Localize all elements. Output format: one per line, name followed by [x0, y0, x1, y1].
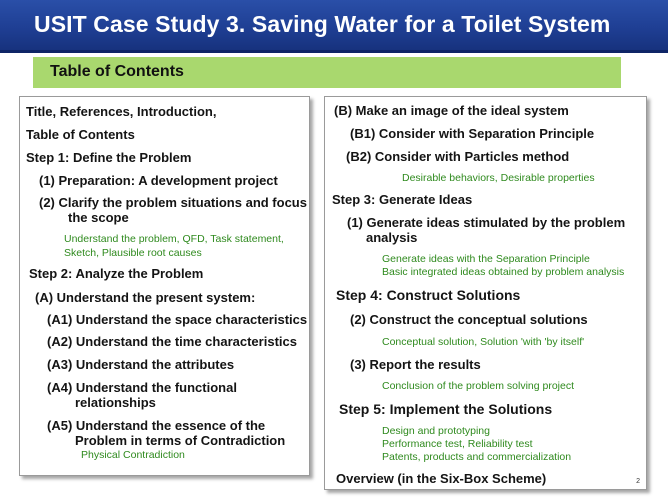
toc-entry: Overview (in the Six-Box Scheme): [336, 471, 547, 486]
slide-title: USIT Case Study 3. Saving Water for a Toilet System: [34, 11, 611, 37]
toc-detail: Patents, products and commercialization: [382, 451, 572, 463]
toc-entry: (3) Report the results: [350, 357, 481, 372]
toc-detail: Basic integrated ideas obtained by problem analysis: [382, 266, 625, 278]
toc-detail: Generate ideas with the Separation Principle: [382, 253, 590, 265]
title-bar: [0, 0, 668, 53]
toc-entry: (2) Clarify the problem situations and focus: [39, 195, 307, 210]
toc-step-heading: Step 2: Analyze the Problem: [29, 266, 204, 281]
toc-entry: Table of Contents: [26, 127, 135, 142]
toc-detail: Sketch, Plausible root causes: [64, 247, 202, 259]
toc-entry: (A4) Understand the functional: [47, 380, 237, 395]
toc-step-heading: Step 5: Implement the Solutions: [339, 401, 553, 417]
toc-detail: Physical Contradiction: [81, 449, 185, 461]
toc-entry: (A5) Understand the essence of the: [47, 418, 266, 433]
toc-entry: (1) Generate ideas stimulated by the problem: [347, 215, 626, 230]
toc-entry-continued: Problem in terms of Contradiction: [75, 433, 286, 448]
toc-detail: Desirable behaviors, Desirable properties: [402, 172, 595, 184]
toc-detail: Conceptual solution, Solution 'with 'by itself': [382, 336, 585, 348]
toc-detail: Design and prototyping: [382, 425, 490, 437]
toc-entry: (B2) Consider with Particles method: [346, 149, 570, 164]
toc-step-heading: Step 3: Generate Ideas: [332, 192, 473, 207]
section-heading-bar: [33, 57, 621, 88]
toc-entry-continued: the scope: [68, 210, 129, 225]
section-heading: Table of Contents: [50, 63, 184, 80]
toc-entry: Title, References, Introduction,: [26, 104, 217, 119]
toc-entry: (A) Understand the present system:: [35, 290, 256, 305]
toc-entry: (A2) Understand the time characteristics: [47, 334, 297, 349]
toc-entry-continued: relationships: [75, 395, 156, 410]
toc-detail: Understand the problem, QFD, Task statement,: [64, 233, 284, 245]
toc-entry: (B) Make an image of the ideal system: [334, 103, 569, 118]
toc-entry: (B1) Consider with Separation Principle: [350, 126, 595, 141]
toc-entry-continued: analysis: [366, 230, 418, 245]
toc-detail: Performance test, Reliability test: [382, 438, 533, 450]
page-number: 2: [636, 478, 640, 485]
toc-step-heading: Step 1: Define the Problem: [26, 150, 192, 165]
toc-entry: (A1) Understand the space characteristics: [47, 312, 308, 327]
toc-entry: (2) Construct the conceptual solutions: [350, 312, 588, 327]
toc-entry: (1) Preparation: A development project: [39, 173, 278, 188]
toc-detail: Conclusion of the problem solving project: [382, 380, 575, 392]
toc-entry: (A3) Understand the attributes: [47, 357, 235, 372]
left-panel: [19, 96, 310, 476]
toc-step-heading: Step 4: Construct Solutions: [336, 287, 521, 303]
right-panel: [324, 96, 647, 490]
